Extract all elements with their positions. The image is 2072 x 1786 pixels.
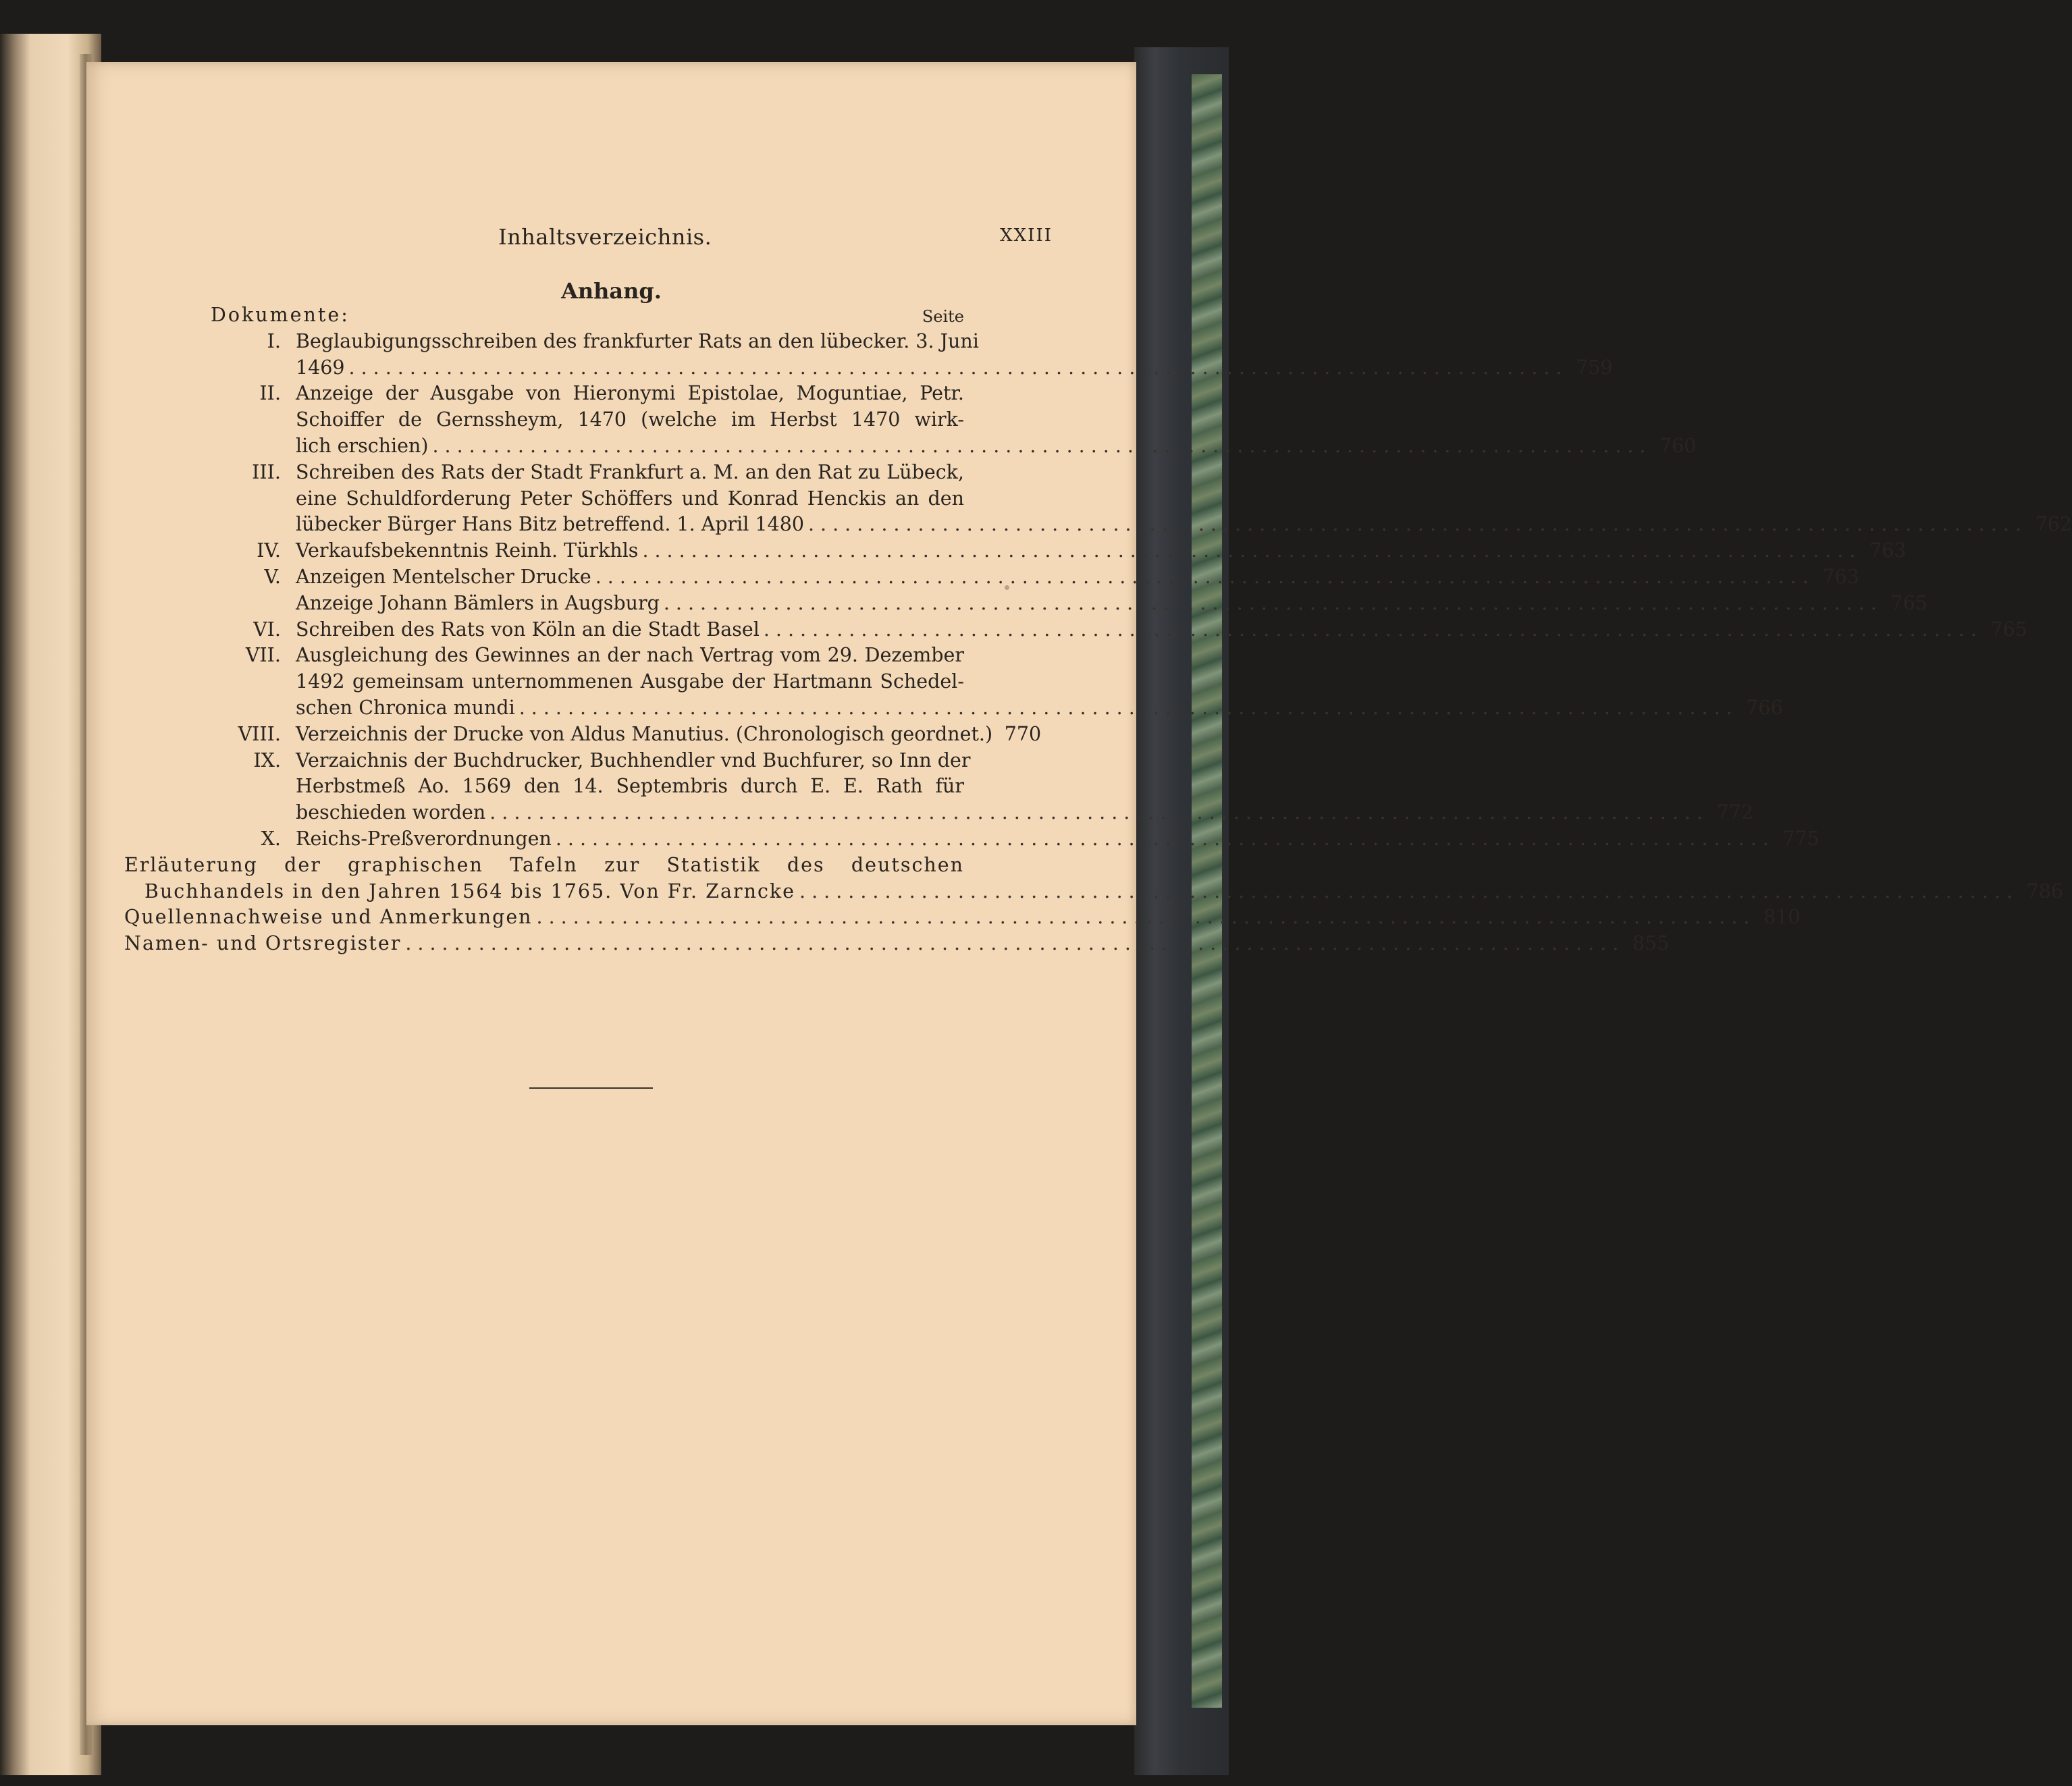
entry-number: III. bbox=[252, 460, 281, 483]
toc-entry bbox=[211, 538, 1907, 564]
entry-page: 762 bbox=[2035, 513, 2072, 536]
entry-page: 763 bbox=[1869, 539, 1907, 562]
entry-number: IX. bbox=[253, 749, 281, 772]
entry-number: VIII. bbox=[238, 722, 281, 745]
toc-entry-line bbox=[211, 460, 964, 486]
toc-entry-line bbox=[211, 826, 1819, 853]
closing-rule bbox=[529, 1087, 653, 1089]
entry-page: 765 bbox=[1990, 618, 2027, 641]
dot-leader: .................................................................................................... bbox=[348, 356, 1568, 379]
entry-page: 786 bbox=[2026, 880, 2063, 902]
entry-title: Anzeige der Ausgabe von Hieronymi Epistolae, Moguntiae, Petr. bbox=[296, 382, 964, 405]
entry-page: 855 bbox=[1632, 932, 1670, 955]
dot-leader: .................................................................................................... bbox=[595, 565, 1815, 588]
entry-title: 1469 bbox=[296, 356, 345, 379]
entry-title: schen Chronica mundi bbox=[296, 696, 515, 719]
entry-page: 810 bbox=[1763, 906, 1801, 929]
toc-entry bbox=[211, 564, 1859, 591]
toc-entry-line bbox=[124, 931, 1670, 957]
entry-title: Verkaufsbekenntnis Reinh. Türkhls bbox=[296, 539, 639, 562]
section-title: Anhang. bbox=[561, 278, 662, 304]
entry-title: Reichs-Preßverordnungen bbox=[296, 827, 552, 850]
entry-title: beschieden worden bbox=[296, 801, 486, 824]
toc-entry-line bbox=[211, 800, 1754, 826]
running-head bbox=[86, 224, 1136, 258]
toc-entry-line bbox=[211, 512, 2072, 538]
entry-title: Erläuterung der graphischen Tafeln zur Statistik des deutschen bbox=[124, 853, 964, 876]
toc-entry-line bbox=[211, 329, 979, 355]
toc-entry-line bbox=[211, 564, 1859, 591]
toc-entry-line bbox=[211, 748, 971, 774]
toc-entry-line bbox=[124, 853, 964, 879]
entry-title: Verzaichnis der Buchdrucker, Buchhendler vnd Buchfurer, so Inn der bbox=[296, 749, 971, 772]
entry-page: 766 bbox=[1746, 696, 1783, 719]
entry-title: Beglaubigungsschreiben des frankfurter Rats an den lübecker. 3. Juni bbox=[296, 329, 979, 352]
entry-title: 1492 gemeinsam unternommenen Ausgabe der Hartmann Schedel- bbox=[296, 670, 964, 693]
dot-leader: .................................................................................................... bbox=[489, 801, 1709, 824]
toc-entry-line bbox=[211, 355, 1613, 381]
toc-entry bbox=[211, 329, 1613, 381]
dot-leader: .................................................................................................... bbox=[519, 696, 1738, 719]
running-head-title: Inhaltsverzeichnis. bbox=[498, 224, 712, 250]
entry-page: 770 bbox=[1004, 722, 1042, 745]
dot-leader: .................................................................................................... bbox=[807, 513, 2027, 536]
entry-number: X. bbox=[261, 827, 281, 850]
toc-entry bbox=[211, 381, 1697, 459]
entry-page: 759 bbox=[1576, 356, 1613, 379]
entry-title: Buchhandels in den Jahren 1564 bis 1765. Von Fr. Zarncke bbox=[144, 880, 796, 902]
table-of-contents bbox=[124, 302, 2072, 957]
toc-back-entry bbox=[124, 904, 1801, 931]
toc-entry bbox=[211, 748, 1754, 826]
toc-entry bbox=[211, 591, 1928, 617]
toc-entry-line bbox=[211, 486, 964, 512]
toc-entry bbox=[211, 617, 2027, 643]
toc-entry bbox=[211, 826, 1819, 853]
dot-leader: .................................................................................................... bbox=[405, 932, 1625, 955]
entry-title: Anzeige Johann Bämlers in Augsburg bbox=[296, 591, 660, 614]
dot-leader: .................................................................................................... bbox=[536, 906, 1756, 929]
toc-entry-line bbox=[211, 695, 1783, 722]
toc-entry bbox=[211, 722, 1042, 748]
toc-back-entries bbox=[124, 853, 2063, 957]
page-number: XXIII bbox=[1000, 225, 1053, 246]
entry-title: Namen- und Ortsregister bbox=[124, 932, 402, 955]
toc-entry-line bbox=[211, 669, 964, 695]
toc-entry-line bbox=[211, 381, 964, 407]
toc-entry-line bbox=[211, 407, 964, 433]
entry-number: II. bbox=[259, 382, 281, 405]
toc-entry-line bbox=[211, 538, 1907, 564]
entry-page: 765 bbox=[1890, 591, 1928, 614]
entry-number: I. bbox=[267, 329, 281, 352]
entry-title: Schoiffer de Gernssheym, 1470 (welche im Herbst 1470 wirk- bbox=[296, 408, 964, 431]
toc-entry-line bbox=[124, 904, 1801, 931]
toc-entry-line bbox=[124, 879, 2063, 905]
entry-number: VII. bbox=[245, 644, 281, 667]
toc-entry bbox=[211, 643, 1783, 721]
entry-title: eine Schuldforderung Peter Schöffers und Konrad Henckis an den bbox=[296, 487, 964, 510]
dot-leader: .................................................................................................... bbox=[799, 880, 2019, 902]
toc-entry bbox=[211, 460, 2072, 538]
entry-title: Schreiben des Rats der Stadt Frankfurt a. M. an den Rat zu Lübeck, bbox=[296, 460, 964, 483]
entry-title: lübecker Bürger Hans Bitz betreffend. 1. April 1480 bbox=[296, 513, 804, 536]
page-column-head: Seite bbox=[922, 307, 964, 326]
dot-leader: .................................................................................................... bbox=[432, 434, 1652, 457]
entry-page: 775 bbox=[1782, 827, 1819, 850]
entry-number: VI. bbox=[253, 618, 281, 641]
toc-entry-line bbox=[211, 617, 2027, 643]
entry-title: Herbstmeß Ao. 1569 den 14. Septembris durch E. E. Rath für bbox=[296, 775, 964, 798]
entry-title: Quellennachweise und Anmerkungen bbox=[124, 906, 533, 929]
entry-title: lich erschien) bbox=[296, 434, 429, 457]
toc-back-entry bbox=[124, 931, 1670, 957]
entry-page: 763 bbox=[1822, 565, 1859, 588]
entry-title: Schreiben des Rats von Köln an die Stadt Basel bbox=[296, 618, 760, 641]
toc-entry-line bbox=[211, 433, 1697, 460]
entry-page: 760 bbox=[1659, 434, 1697, 457]
entry-page: 772 bbox=[1716, 801, 1754, 824]
dot-leader: .................................................................................................... bbox=[642, 539, 1862, 562]
toc-entry-line bbox=[211, 591, 1928, 617]
entry-title: Anzeigen Mentelscher Drucke bbox=[296, 565, 591, 588]
toc-entry-line bbox=[211, 774, 964, 800]
dot-leader: .................................................................................................... bbox=[555, 827, 1775, 850]
entry-number: V. bbox=[264, 565, 281, 588]
toc-back-entry bbox=[124, 853, 2063, 905]
toc-label: Dokumente: bbox=[211, 304, 350, 326]
toc-entry-line bbox=[211, 722, 1042, 748]
toc-entry-line bbox=[211, 643, 964, 669]
entry-title: Verzeichnis der Drucke von Aldus Manutius. (Chronologisch geordnet.) bbox=[296, 722, 993, 745]
entry-number: IV. bbox=[257, 539, 281, 562]
toc-header bbox=[211, 302, 964, 329]
entry-title: Ausgleichung des Gewinnes an der nach Vertrag vom 29. Dezember bbox=[296, 644, 964, 667]
dot-leader: .................................................................................................... bbox=[763, 618, 1983, 641]
toc-entries bbox=[211, 329, 2072, 853]
dot-leader: .................................................................................................... bbox=[663, 591, 1883, 614]
